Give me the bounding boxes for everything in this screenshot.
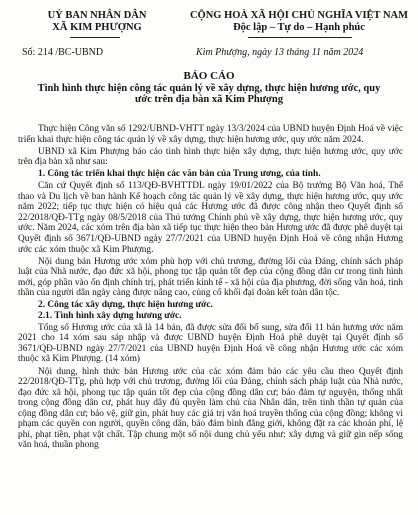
place-date: Kim Phượng, ngày 13 tháng 11 năm 2024 <box>196 47 364 58</box>
paragraph-intro: Thực hiện Công văn số 1292/UBND-VHTT ngày 13/3/2024 của UBND huyện Định Hoá về việc triển khai thực hiện công tác quản lý về xây dựng, thực hiện hương ước, quy ước năm 2024. <box>18 124 403 145</box>
agency-underline <box>70 37 120 38</box>
report-subtitle: Tình hình thực hiện công tác quản lý về xây dựng, thực hiện hương ước, quy ước trên địa bàn xã Kim Phượng <box>37 83 381 105</box>
agency-line-1: UỶ BAN NHÂN DÂN <box>47 10 147 21</box>
paragraph-legal-basis: Căn cứ Quyết định số 113/QĐ-BVHTTDL ngày 19/01/2022 của Bộ trưởng Bộ Văn hoá, Thể thao và Du lịch về ban hành Kế hoạch công tác quản lý về xây dựng, thực hiện hương ước, quy ước năm 2022; tiếp tục thực hiện có hiệu quả các Hương ước đã được công nhận theo Quyết định số 22/2018/QĐ-TTg ngày 08/5/2018 của Thủ tướng Chính phủ về xây dựng, thực hiện hương ước, quy ước. Năm 2024, các xóm trên địa bàn xã tiếp tục thực hiện theo bản Hương ước đã được phê duyệt tại Quyết định số 3671/QĐ-UBND ngày 27/7/2021 của UBND huyện Định Hoá về công nhận Hương ước các xóm thuộc xã Kim Phượng. <box>18 181 403 255</box>
motto-underline <box>248 37 352 38</box>
nation-line-1: CỘNG HOÀ XÃ HỘI CHỦ NGHĨA VIỆT NAM <box>189 10 409 21</box>
document-number: Số: 214 /BC-UBND <box>22 47 104 58</box>
document-body <box>18 124 403 452</box>
paragraph-purpose: UBND xã Kim Phượng báo cáo tình hình thực hiện xây dựng, thực hiện hương ước, quy ước trên địa bàn xã như sau: <box>18 146 403 168</box>
paragraph-requirements: Nội dung, hình thức bản Hương ước của các xóm đảm bảo các yêu cầu theo Quyết định 22/2018/QĐ-TTg, phù hợp với chủ trương, đường lối của Đảng, chính sách pháp luật của Nhà nước, đạo đức xã hội, phong tục tập quán tốt đẹp của cộng đồng dân cư; bảo đảm tự nguyện, thống nhất trong cộng đồng dân cư, phát huy dây đủ quyền làm chủ của Nhân dân, trên tinh thần tự quản của cộng đồng dân cư; bảo vệ, giữ gìn, phát huy các giá trị văn hoá truyền thống của cộng đồng; không vi phạm các quyền con người, quyền công dân, bảo đảm bình đẳng giới, không đặt ra các khoản phí, lệ phí, phạt tiền, phạt vật chất. Tập chung một số nội dung chủ yếu như: xây dựng và giữ gìn nếp sống văn hoá, thuần phong <box>18 366 403 451</box>
paragraph-content-assessment: Nội dung bản Hương ước xóm phù hợp với chủ trương, đường lối của Đảng, chính sách pháp luật của Nhà nước, đạo đức xã hội, phong tục tập quán tốt đẹp của cộng đồng dân cư trong tình hình mới, góp phần vào ổn định chính trị, phát triển kinh tế - xã hội của địa phương, đời sống văn hoá, tinh thần của người dân ngày càng được nâng cao, củng cố khối đại đoàn kết toàn dân tộc. <box>18 256 403 299</box>
section-heading-2: 2. Công tác xây dựng, thực hiện hương ước. <box>38 300 213 311</box>
issuing-agency <box>22 10 172 34</box>
agency-line-2: XÃ KIM PHƯỢNG <box>52 22 142 33</box>
section-heading-1: 1. Công tác triển khai thực hiện các văn bản của Trung ương, của tỉnh. <box>38 169 321 180</box>
section-heading-2-1: 2.1. Tình hình xây dựng hương ước. <box>38 310 182 321</box>
paragraph-statistics: Tổng số Hương ước của xã là 14 bản, đã được sửa đổi bổ sung, sửa đổi 11 bản hương ước năm 2021 cho 14 xóm sau sáp nhập và được UBND huyện Định Hoá phê duyệt tại Quyết định số 3671/QĐ-UBND ngày 27/7/2021 của UBND huyện Định Hoá về công nhận Hương ước các xóm thuộc xã Kim Phượng. (14 xóm) <box>18 322 403 365</box>
national-motto <box>188 10 410 34</box>
nation-line-2: Độc lập – Tự do – Hạnh phúc <box>233 22 365 33</box>
report-title: BÁO CÁO <box>183 70 235 82</box>
